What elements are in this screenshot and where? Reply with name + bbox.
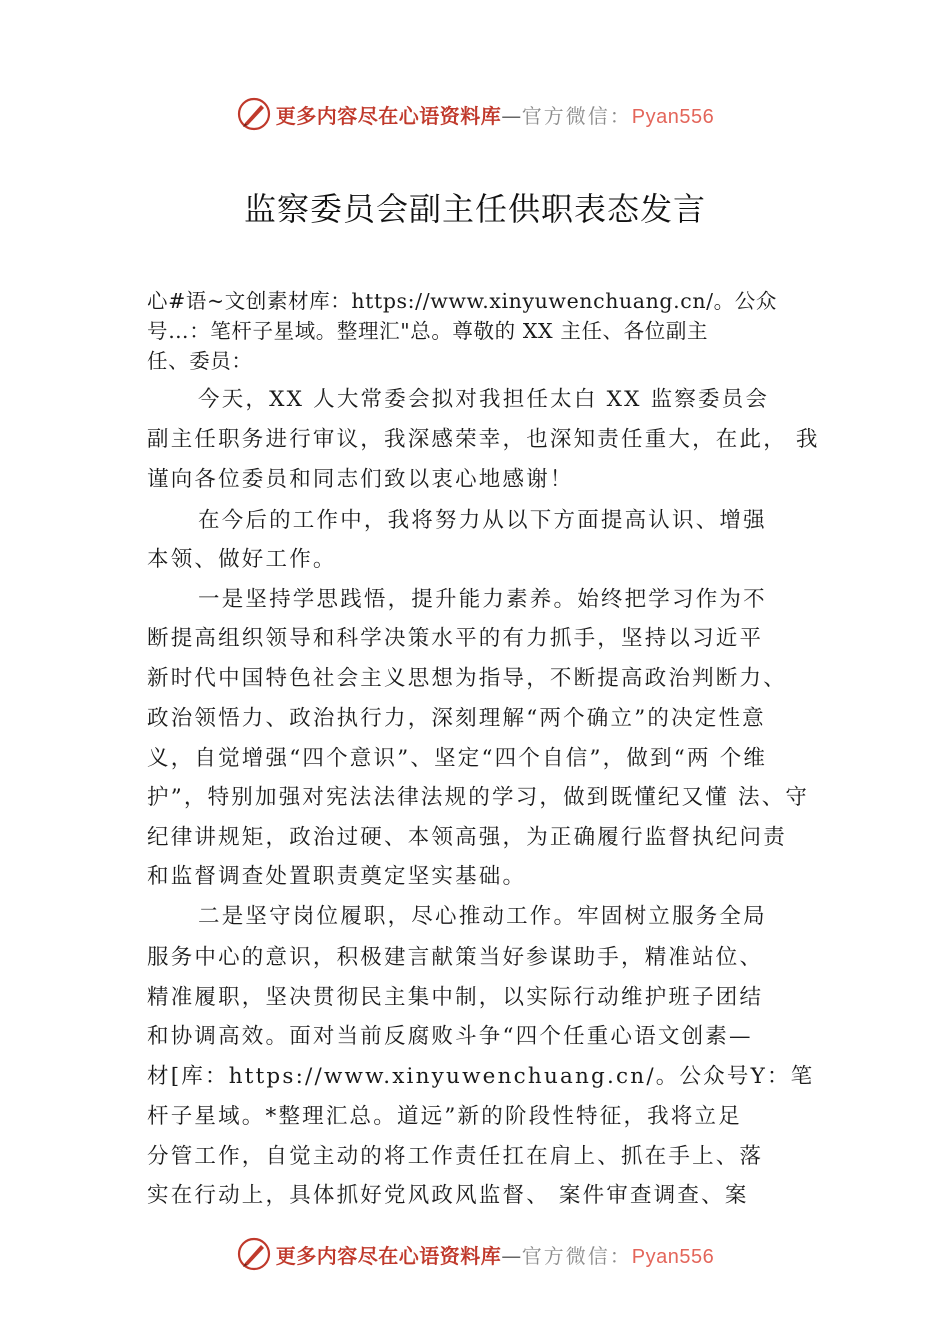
paragraph-line: 护”，特别加强对宪法法律法规的学习，做到既懂纪又懂 法、守: [147, 785, 810, 810]
banner-text: [276, 100, 714, 129]
footer-banner: [0, 1232, 950, 1276]
paragraph-line: 实在行动上，具体抓好党风政风监督、 案件审查调查、案: [147, 1183, 749, 1208]
banner-text: [276, 1240, 714, 1269]
paragraph-line: 义，自觉增强“四个意识”、坚定“四个自信”，做到“两 个维: [147, 746, 768, 771]
pen-logo-icon: [236, 96, 272, 132]
paragraph-line: 副主任职务进行审议，我深感荣幸，也深知责任重大，在此， 我: [147, 427, 820, 452]
banner-library-name: 更多内容尽在心语资料库: [275, 103, 502, 128]
paragraph-line: 纪律讲规矩，政治过硬、本领高强，为正确履行监督执纪问责: [147, 825, 787, 850]
paragraph-line: 在今后的工作中，我将努力从以下方面提高认识、增强: [198, 508, 767, 533]
banner-wechat-label: 官方微信：: [521, 103, 632, 128]
paragraph-line: 政治领悟力、政治执行力，深刻理解“两个确立”的决定性意: [147, 706, 766, 731]
paragraph-line: 任、委员：: [147, 349, 253, 373]
paragraph-line: 服务中心的意识，积极建言献策当好参谋助手，精准站位、: [147, 945, 764, 970]
paragraph-line: 材[库：https://www.xinyuwenchuang.cn/。公众号Y：笔: [147, 1064, 815, 1089]
paragraph-line: 精准履职，坚决贯彻民主集中制，以实际行动维护班子团结: [147, 985, 764, 1010]
banner-wechat-id: Pyan556: [631, 105, 715, 128]
paragraph-line: 心#语~文创素材库：https://www.xinyuwenchuang.cn/。公众: [147, 289, 777, 313]
banner-dash: —: [501, 1243, 522, 1268]
banner-library-name: 更多内容尽在心语资料库: [275, 1243, 502, 1268]
paragraph-line: 二是坚守岗位履职，尽心推动工作。牢固树立服务全局: [198, 904, 767, 929]
pen-logo-icon: [236, 1236, 272, 1272]
document-title: 监察委员会副主任供职表态发言: [243, 190, 706, 228]
paragraph-line: 今天，XX 人大常委会拟对我担任太白 XX 监察委员会: [198, 387, 770, 412]
paragraph-line: 谨向各位委员和同志们致以衷心地感谢！: [147, 467, 574, 492]
header-banner: [0, 92, 950, 136]
paragraph-line: 和监督调查处置职责奠定坚实基础。: [147, 864, 527, 889]
banner-wechat-label: 官方微信：: [521, 1243, 632, 1268]
banner-wechat-id: Pyan556: [631, 1245, 715, 1268]
paragraph-line: 分管工作，自觉主动的将工作责任扛在肩上、抓在手上、落: [147, 1144, 764, 1169]
paragraph-line: 本领、做好工作。: [147, 547, 337, 572]
banner-dash: —: [501, 103, 522, 128]
paragraph-line: 断提高组织领导和科学决策水平的有力抓手，坚持以习近平: [147, 626, 764, 651]
paragraph-line: 杆子星域。*整理汇总。道远”新的阶段性特征，我将立足: [147, 1104, 742, 1129]
paragraph-line: 和协调高效。面对当前反腐败斗争“四个任重心语文创素—: [147, 1024, 753, 1049]
paragraph-line: 号…：笔杆子星域。整理汇"总。尊敬的 XX 主任、各位副主: [147, 319, 709, 343]
paragraph-line: 新时代中国特色社会主义思想为指导，不断提高政治判断力、: [147, 666, 787, 691]
paragraph-line: 一是坚持学思践悟，提升能力素养。始终把学习作为不: [198, 587, 767, 612]
